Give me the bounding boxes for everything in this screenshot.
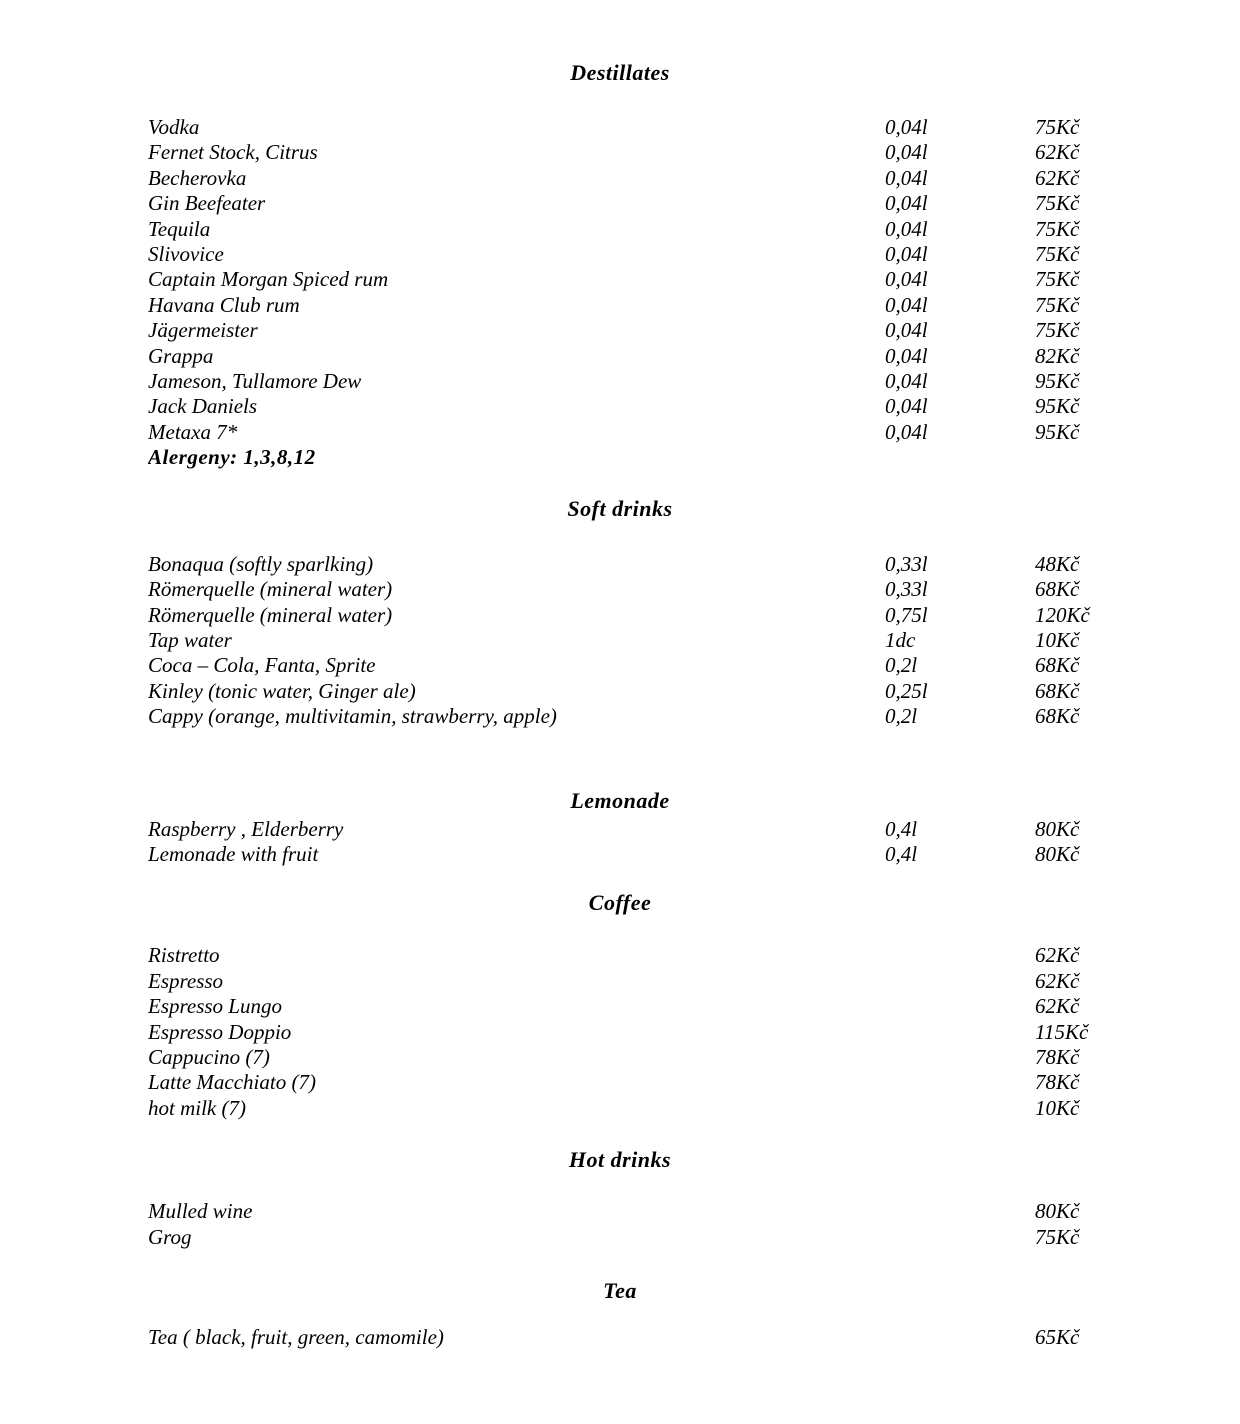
item-price: 68Kč <box>1035 704 1080 729</box>
item-name: Tap water <box>148 627 232 652</box>
menu-item-row <box>0 115 1240 140</box>
section-rows <box>0 115 1240 471</box>
item-name: Ristretto <box>148 943 220 968</box>
menu-section <box>0 60 1240 471</box>
item-name: Latte Macchiato (7) <box>148 1070 316 1095</box>
item-price: 68Kč <box>1035 577 1080 602</box>
item-name: Jägermeister <box>148 318 258 343</box>
item-volume <box>885 1096 1035 1121</box>
item-name: Grog <box>148 1224 192 1249</box>
item-volume: 0,2l <box>885 704 918 729</box>
menu-item-row <box>0 653 1240 678</box>
menu-item-row <box>0 191 1240 216</box>
section-rows <box>0 943 1240 1121</box>
item-volume: 0,04l <box>885 318 928 343</box>
section-title: Coffee <box>588 890 652 916</box>
item-price: 115Kč <box>1035 1019 1089 1044</box>
menu-item-row <box>0 817 1240 842</box>
item-name: Tea ( black, fruit, green, camomile) <box>148 1325 444 1349</box>
menu-section <box>0 890 1240 1121</box>
item-volume: 0,04l <box>885 292 928 317</box>
menu-item-row <box>0 267 1240 292</box>
menu-item-row <box>0 369 1240 394</box>
item-name: Espresso <box>148 968 224 993</box>
item-volume <box>885 445 1035 470</box>
item-volume <box>885 1020 1035 1045</box>
item-price: 62Kč <box>1035 968 1080 993</box>
item-name: Metaxa 7* <box>148 419 238 444</box>
item-price: 48Kč <box>1035 551 1080 576</box>
section-title: Tea <box>603 1278 637 1303</box>
item-volume <box>885 994 1035 1019</box>
item-volume: 0,04l <box>885 369 928 394</box>
menu-item-row <box>0 603 1240 628</box>
menu-item-row <box>0 1070 1240 1095</box>
item-volume: 0,75l <box>885 602 928 627</box>
item-price: 62Kč <box>1035 140 1080 165</box>
menu-item-row <box>0 552 1240 577</box>
menu-item-row <box>0 577 1240 602</box>
item-price: 62Kč <box>1035 165 1080 190</box>
item-name: Fernet Stock, Citrus <box>148 140 318 165</box>
item-name: Coca – Cola, Fanta, Sprite <box>148 653 376 678</box>
item-volume: 0,04l <box>885 216 928 241</box>
menu-item-row <box>0 217 1240 242</box>
item-price: 68Kč <box>1035 678 1080 703</box>
section-title: Destillates <box>570 60 670 85</box>
item-price <box>1035 445 1240 470</box>
item-name: Vodka <box>148 115 200 139</box>
section-rows <box>0 552 1240 730</box>
item-name: Espresso Lungo <box>148 994 282 1019</box>
item-name: Jack Daniels <box>148 394 258 419</box>
item-name: Römerquelle (mineral water) <box>148 577 393 602</box>
section-title: Hot drinks <box>568 1147 672 1173</box>
menu-section <box>0 788 1240 868</box>
section-title: Lemonade <box>570 787 670 813</box>
item-price: 80Kč <box>1035 841 1080 866</box>
item-price: 75Kč <box>1035 115 1080 139</box>
menu-section <box>0 1147 1240 1250</box>
item-volume <box>885 969 1035 994</box>
menu-item-row <box>0 318 1240 343</box>
menu-item-row <box>0 293 1240 318</box>
item-price: 80Kč <box>1035 1199 1080 1224</box>
menu-item-row <box>0 420 1240 445</box>
item-volume <box>885 1199 1035 1224</box>
item-name: Jameson, Tullamore Dew <box>148 369 362 394</box>
menu-item-row <box>0 242 1240 267</box>
menu-item-row <box>0 628 1240 653</box>
section-rows <box>0 1199 1240 1250</box>
menu-item-row <box>0 1199 1240 1224</box>
item-name: Cappucino (7) <box>148 1044 270 1069</box>
item-volume: 0,04l <box>885 191 928 216</box>
item-name: Kinley (tonic water, Ginger ale) <box>148 678 416 703</box>
item-price: 62Kč <box>1035 994 1080 1019</box>
item-volume: 0,04l <box>885 419 928 444</box>
item-price: 68Kč <box>1035 653 1080 678</box>
item-name: Cappy (orange, multivitamin, strawberry, apple) <box>148 704 557 729</box>
item-price: 75Kč <box>1035 1224 1080 1249</box>
item-price: 10Kč <box>1035 627 1080 652</box>
item-volume <box>885 943 1035 968</box>
section-title: Soft drinks <box>567 495 673 521</box>
menu-item-row <box>0 994 1240 1019</box>
item-volume: 0,04l <box>885 165 928 190</box>
item-price: 95Kč <box>1035 419 1080 444</box>
section-rows <box>0 817 1240 868</box>
item-name: Espresso Doppio <box>148 1019 292 1044</box>
menu-item-row <box>0 704 1240 729</box>
menu-item-row <box>0 1045 1240 1070</box>
item-name: Bonaqua (softly sparlking) <box>148 551 374 576</box>
item-volume: 1dc <box>885 627 916 652</box>
item-volume: 0,33l <box>885 577 928 602</box>
item-name: Raspberry , Elderberry <box>148 816 344 841</box>
item-price: 75Kč <box>1035 318 1080 343</box>
item-name: Gin Beefeater <box>148 191 266 216</box>
item-price: 95Kč <box>1035 369 1080 394</box>
menu-item-row <box>0 1325 1240 1350</box>
item-volume: 0,4l <box>885 841 918 866</box>
item-name: Captain Morgan Spiced rum <box>148 267 389 292</box>
item-volume: 0,04l <box>885 394 928 419</box>
item-name: Havana Club rum <box>148 292 300 317</box>
item-price: 75Kč <box>1035 267 1080 292</box>
item-volume <box>885 1225 1035 1250</box>
menu-section <box>0 496 1240 730</box>
item-price: 95Kč <box>1035 394 1080 419</box>
menu-item-row <box>0 1225 1240 1250</box>
item-volume: 0,04l <box>885 267 928 292</box>
menu-item-row <box>0 394 1240 419</box>
item-volume <box>885 1325 1035 1350</box>
item-name: Lemonade with fruit <box>148 841 319 866</box>
item-volume: 0,04l <box>885 343 928 368</box>
item-volume: 0,33l <box>885 551 928 576</box>
item-volume: 0,2l <box>885 653 918 678</box>
item-volume <box>885 1045 1035 1070</box>
item-price: 75Kč <box>1035 292 1080 317</box>
item-price: 82Kč <box>1035 343 1080 368</box>
item-volume: 0,04l <box>885 115 928 139</box>
item-volume: 0,04l <box>885 140 928 165</box>
item-name: Grappa <box>148 343 214 368</box>
item-volume: 0,4l <box>885 816 918 841</box>
item-name: Slivovice <box>148 242 224 267</box>
item-price: 75Kč <box>1035 242 1080 267</box>
item-price: 120Kč <box>1035 602 1090 627</box>
item-price: 78Kč <box>1035 1070 1080 1095</box>
item-price: 75Kč <box>1035 191 1080 216</box>
menu-item-row <box>0 679 1240 704</box>
menu-item-row <box>0 166 1240 191</box>
menu-item-row <box>0 140 1240 165</box>
menu-item-row <box>0 1096 1240 1121</box>
section-rows <box>0 1325 1240 1350</box>
menu-item-row <box>0 1020 1240 1045</box>
menu-section <box>0 1278 1240 1350</box>
item-name: Becherovka <box>148 165 247 190</box>
item-price: 62Kč <box>1035 943 1080 968</box>
item-name: hot milk (7) <box>148 1095 246 1120</box>
item-name: Alergeny: 1,3,8,12 <box>148 445 316 470</box>
item-price: 10Kč <box>1035 1095 1080 1120</box>
item-price: 80Kč <box>1035 816 1080 841</box>
menu-item-row <box>0 842 1240 867</box>
menu-item-row <box>0 943 1240 968</box>
item-name: Tequila <box>148 216 211 241</box>
menu-item-row <box>0 344 1240 369</box>
item-name: Römerquelle (mineral water) <box>148 602 393 627</box>
allergen-note-row <box>0 445 1240 470</box>
item-price: 78Kč <box>1035 1044 1080 1069</box>
item-volume: 0,25l <box>885 678 928 703</box>
item-name: Mulled wine <box>148 1199 253 1224</box>
item-volume: 0,04l <box>885 242 928 267</box>
menu-item-row <box>0 969 1240 994</box>
item-price: 75Kč <box>1035 216 1080 241</box>
item-volume <box>885 1070 1035 1095</box>
item-price: 65Kč <box>1035 1325 1080 1349</box>
